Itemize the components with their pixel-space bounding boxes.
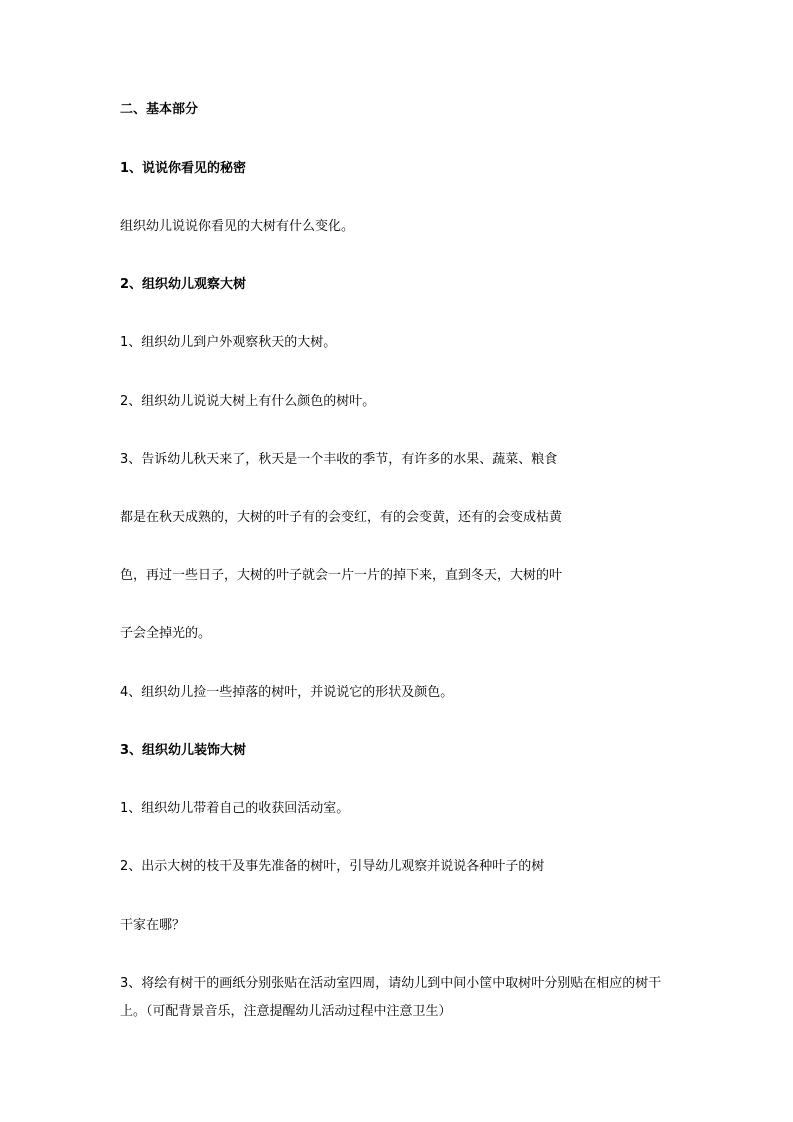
part3-item-2-line-1: 2、出示大树的枝干及事先准备的树叶，引导幼儿观察并说说各种叶子的树	[120, 859, 545, 874]
part2-item-1: 1、组织幼儿到户外观察秋天的大树。	[120, 335, 337, 350]
part2-item-2: 2、组织幼儿说说大树上有什么颜色的树叶。	[120, 394, 376, 409]
part2-item-3-line-3: 色，再过一些日子，大树的叶子就会一片一片的掉下来，直到冬天，大树的叶	[120, 568, 563, 583]
part1-heading: 1、说说你看见的秘密	[120, 161, 247, 176]
part3-item-1: 1、组织幼儿带着自己的收获回活动室。	[120, 801, 350, 816]
part3-item-2-line-2: 干家在哪？	[120, 918, 186, 933]
part2-item-3-line-1: 3、告诉幼儿秋天来了，秋天是一个丰收的季节，有许多的水果、蔬菜、粮食	[120, 452, 558, 467]
part3-item-3-line-1: 3、将绘有树干的画纸分别张贴在活动室四周，请幼儿到中间小筐中取树叶分别贴在相应的树干	[120, 976, 662, 991]
part1-paragraph: 组织幼儿说说你看见的大树有什么变化。	[120, 219, 355, 234]
part3-item-3-line-2: 上。（可配背景音乐，注意提醒幼儿活动过程中注意卫生）	[120, 1004, 452, 1019]
part2-item-3-line-2: 都是在秋天成熟的，大树的叶子有的会变红，有的会变黄，还有的会变成枯黄	[120, 510, 563, 525]
part2-item-3-line-4: 子会全掉光的。	[120, 626, 212, 641]
part3-heading: 3、组织幼儿装饰大树	[120, 743, 247, 758]
section-heading: 二、基本部分	[120, 102, 199, 117]
part2-item-4: 4、组织幼儿捡一些掉落的树叶，并说说它的形状及颜色。	[120, 685, 454, 700]
part2-heading: 2、组织幼儿观察大树	[120, 277, 247, 292]
